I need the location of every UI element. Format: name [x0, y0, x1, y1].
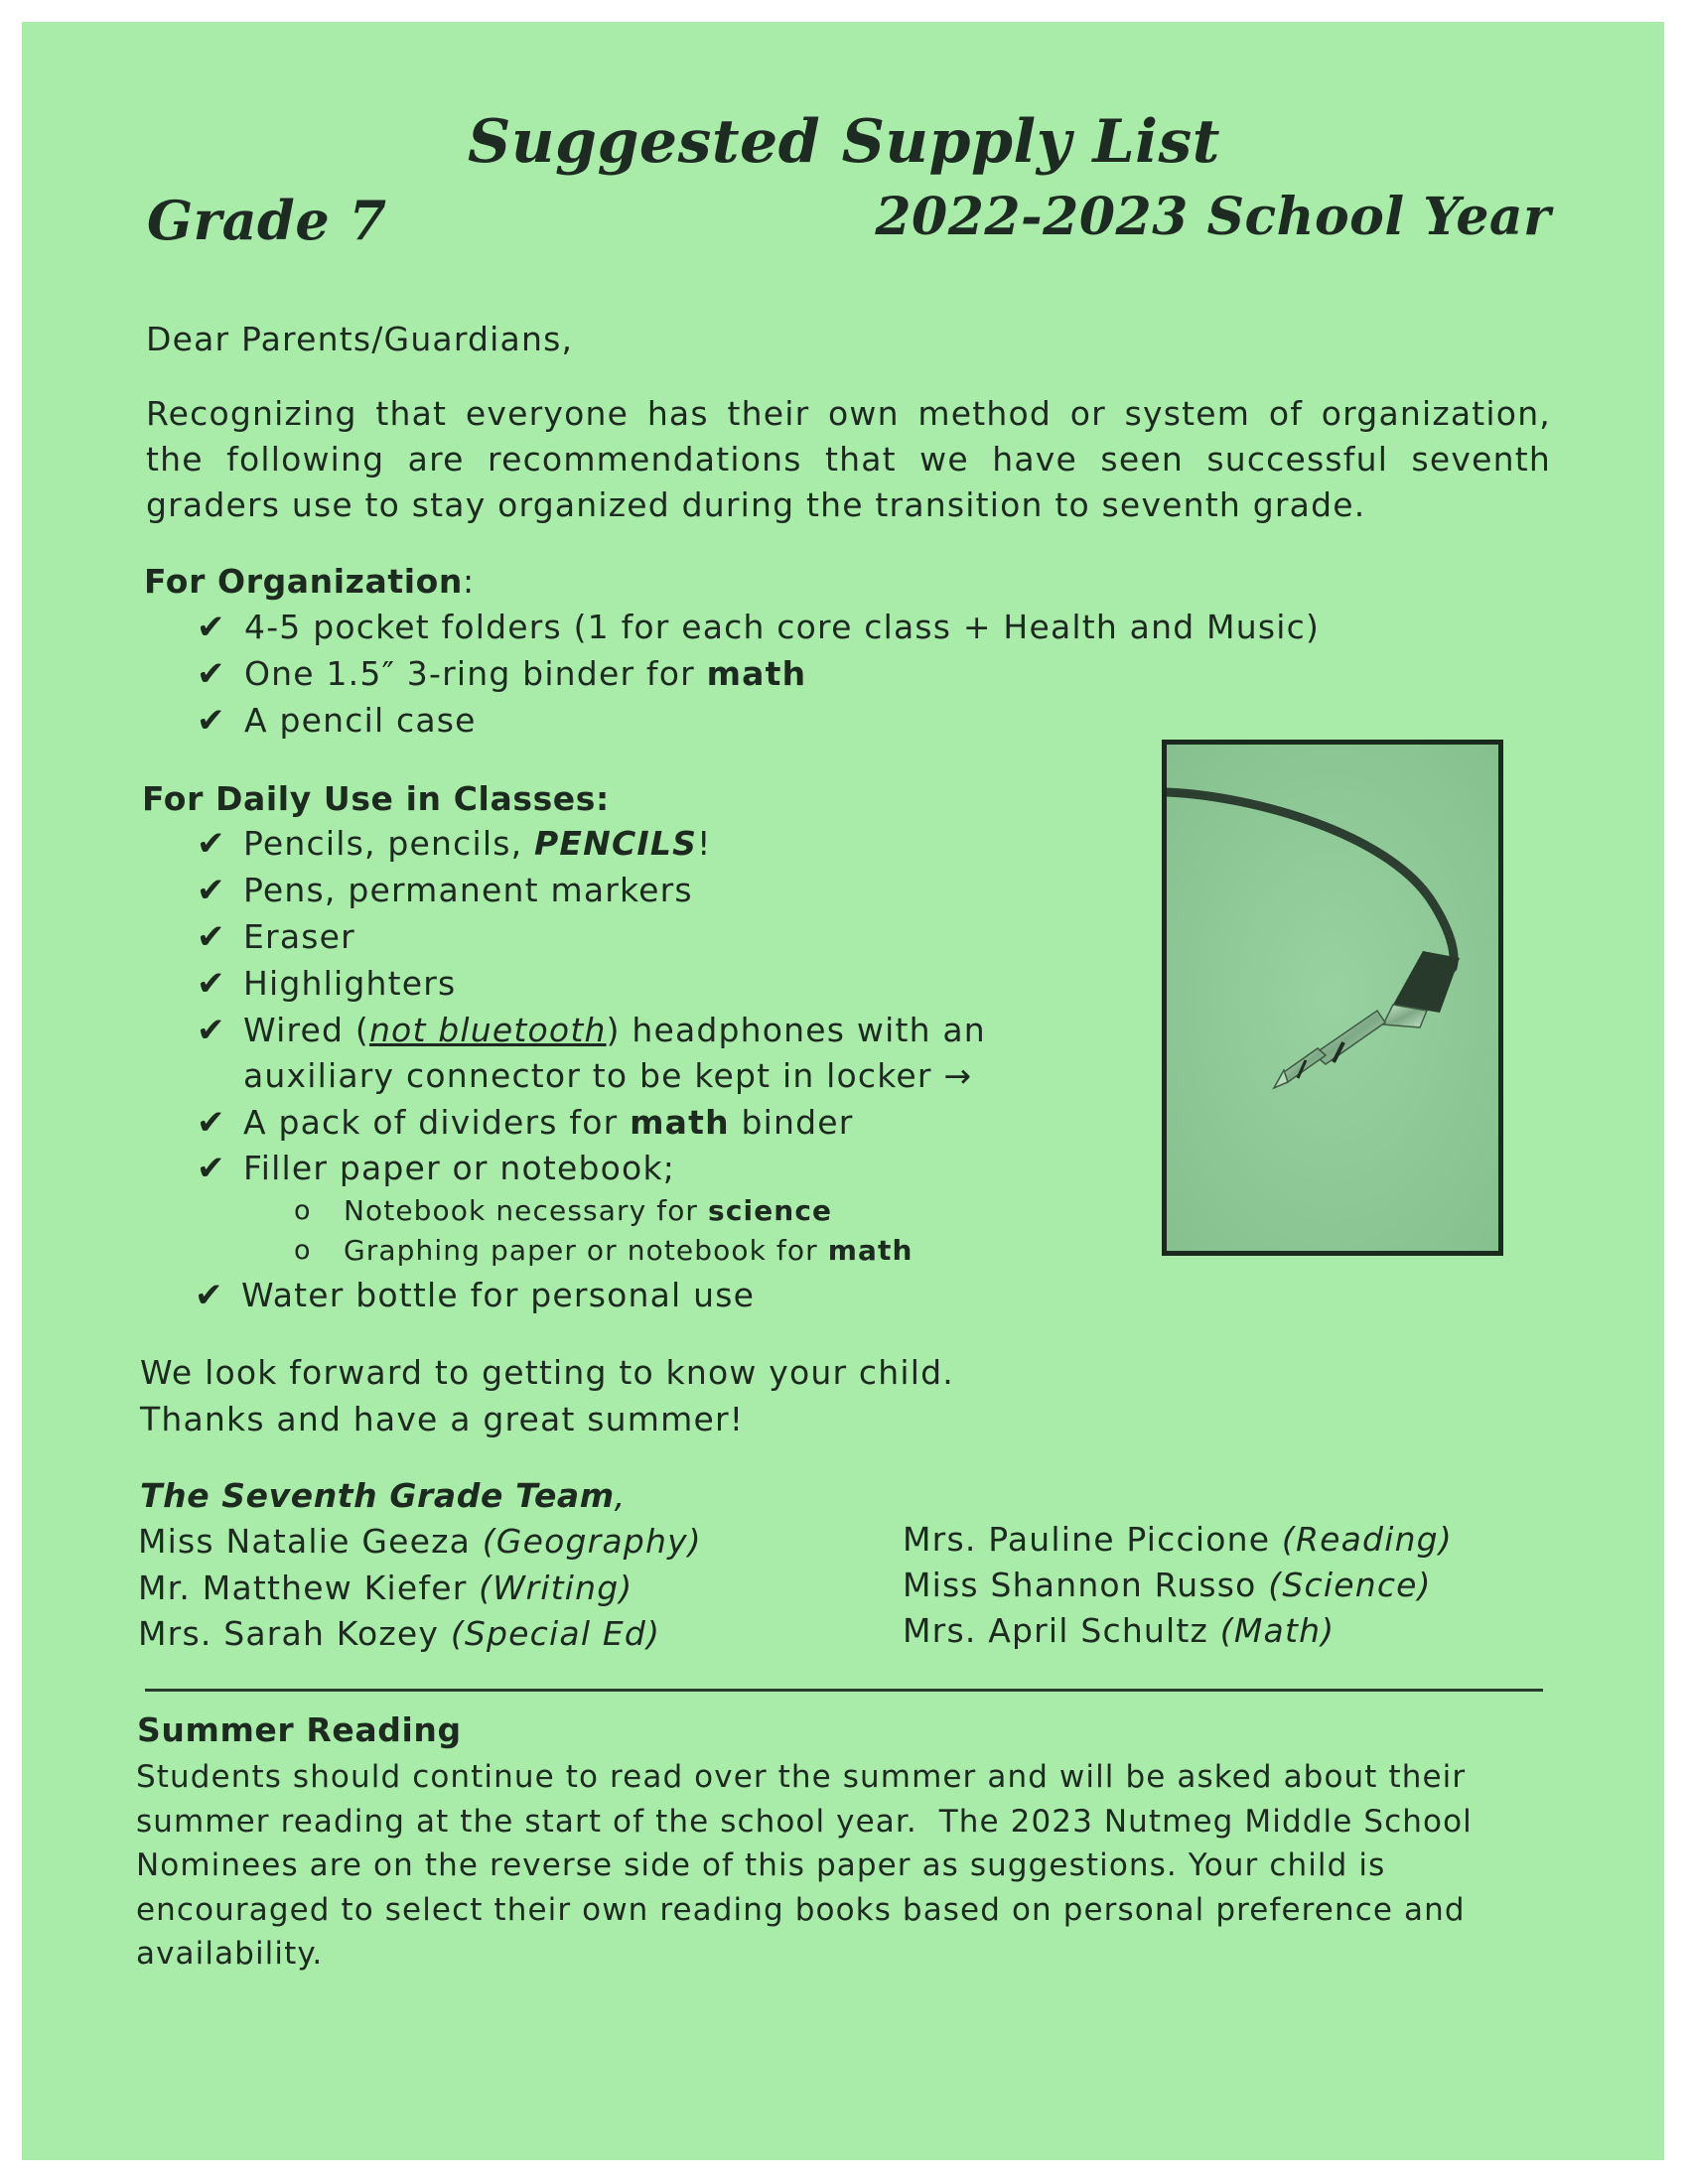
summer-reading-line: Nominees are on the reverse side of this paper as suggestions. Your child is: [136, 1847, 1386, 1883]
item-emphasis: math: [827, 1234, 914, 1267]
daily-use-sub-item: [344, 1194, 832, 1227]
daily-use-item: [243, 1011, 986, 1049]
team-heading-comma: ,: [614, 1476, 626, 1515]
team-member: [138, 1569, 633, 1607]
member-name: Mrs. Sarah Kozey: [138, 1614, 451, 1653]
member-subject: (Writing): [479, 1569, 633, 1607]
checkmark-icon: ✔: [197, 1011, 225, 1050]
closing-line: Thanks and have a great summer!: [140, 1400, 745, 1438]
daily-use-item: Pens, permanent markers: [243, 871, 693, 909]
item-emphasis: math: [630, 1103, 730, 1142]
organization-heading-text: For Organization: [144, 562, 463, 601]
member-name: Miss Shannon Russo: [903, 1566, 1269, 1604]
summer-reading-line: availability.: [136, 1936, 324, 1972]
heading-colon: :: [596, 779, 610, 818]
daily-use-item: Filler paper or notebook;: [243, 1149, 676, 1187]
checkmark-icon: ✔: [195, 1276, 223, 1315]
intro-line: graders use to stay organized during the transition to seventh grade.: [146, 485, 1366, 524]
closing-line: We look forward to getting to know your child.: [140, 1353, 954, 1392]
organization-item: [244, 654, 806, 693]
daily-use-item: [243, 824, 712, 863]
checkmark-icon: ✔: [197, 1149, 225, 1188]
item-emphasis: science: [708, 1194, 833, 1227]
item-emphasis: PENCILS: [534, 824, 698, 863]
daily-use-item: [243, 1103, 854, 1142]
headphone-cable-photo: [1162, 740, 1503, 1256]
school-year-label: 2022-2023 School Year: [875, 187, 1551, 247]
item-emphasis: math: [706, 654, 807, 693]
salutation: Dear Parents/Guardians,: [146, 320, 574, 358]
checkmark-icon: ✔: [197, 1103, 225, 1143]
item-text: Wired (: [243, 1011, 369, 1049]
organization-item: A pencil case: [244, 701, 477, 740]
item-text: A pack of dividers for: [243, 1103, 631, 1142]
checkmark-icon: ✔: [197, 964, 225, 1004]
item-text: Pencils, pencils,: [243, 824, 535, 863]
team-member: [138, 1614, 660, 1653]
checkmark-icon: ✔: [197, 701, 225, 741]
sub-bullet-icon: o: [294, 1195, 311, 1226]
team-member: [903, 1566, 1432, 1604]
team-member: [138, 1522, 702, 1561]
item-text: Notebook necessary for: [344, 1194, 709, 1227]
organization-heading: [144, 562, 475, 601]
member-name: Mrs. April Schultz: [903, 1611, 1220, 1650]
intro-line: the following are recommendations that we have seen successful seventh: [146, 440, 1551, 478]
team-heading-text: The Seventh Grade Team: [140, 1476, 615, 1515]
summer-reading-body: [136, 1755, 1546, 1977]
item-text: One 1.5″ 3-ring binder for: [244, 654, 707, 693]
member-subject: (Geography): [482, 1522, 702, 1561]
daily-use-heading: [142, 779, 610, 818]
summer-reading-line: summer reading at the start of the school year. The 2023 Nutmeg Middle School: [136, 1803, 1473, 1840]
heading-colon: :: [463, 562, 475, 601]
member-name: Miss Natalie Geeza: [138, 1522, 483, 1561]
daily-use-heading-text: For Daily Use in Classes: [142, 779, 597, 818]
page-title: Suggested Supply List: [468, 107, 1220, 177]
item-text: ) headphones with an: [606, 1011, 986, 1049]
daily-use-sub-item: [344, 1234, 914, 1267]
organization-item: 4-5 pocket folders (1 for each core class + Health and Music): [244, 608, 1321, 646]
summer-reading-line: Students should continue to read over the summer and will be asked about their: [136, 1759, 1467, 1795]
grade-label: Grade 7: [147, 189, 387, 252]
checkmark-icon: ✔: [197, 654, 225, 694]
member-name: Mr. Matthew Kiefer: [138, 1569, 480, 1607]
daily-use-item: Water bottle for personal use: [241, 1276, 756, 1314]
intro-paragraph: [146, 391, 1551, 528]
item-text: binder: [729, 1103, 854, 1142]
item-text: Graphing paper or notebook for: [344, 1234, 828, 1267]
summer-reading-line: encouraged to select their own reading books based on personal preference and: [136, 1891, 1466, 1928]
member-subject: (Special Ed): [450, 1614, 661, 1653]
team-member: [903, 1611, 1335, 1650]
team-member: [903, 1520, 1453, 1559]
intro-line: Recognizing that everyone has their own method or system of organization,: [146, 394, 1551, 433]
item-emphasis: not bluetooth: [368, 1011, 607, 1049]
section-divider: [145, 1689, 1543, 1692]
member-name: Mrs. Pauline Piccione: [903, 1520, 1282, 1559]
checkmark-icon: ✔: [197, 824, 225, 864]
daily-use-item: Highlighters: [243, 964, 457, 1003]
checkmark-icon: ✔: [197, 917, 225, 957]
team-heading: [140, 1476, 626, 1515]
daily-use-item: Eraser: [243, 917, 355, 956]
aux-cable-icon: [1167, 745, 1498, 1251]
summer-reading-heading: Summer Reading: [137, 1710, 462, 1749]
sub-bullet-icon: o: [294, 1235, 311, 1266]
member-subject: (Reading): [1281, 1520, 1453, 1559]
member-subject: (Science): [1268, 1566, 1432, 1604]
member-subject: (Math): [1219, 1611, 1336, 1650]
checkmark-icon: ✔: [197, 608, 225, 647]
checkmark-icon: ✔: [197, 871, 225, 910]
item-text: !: [697, 824, 712, 863]
daily-use-item-continuation: auxiliary connector to be kept in locker →: [243, 1056, 973, 1095]
